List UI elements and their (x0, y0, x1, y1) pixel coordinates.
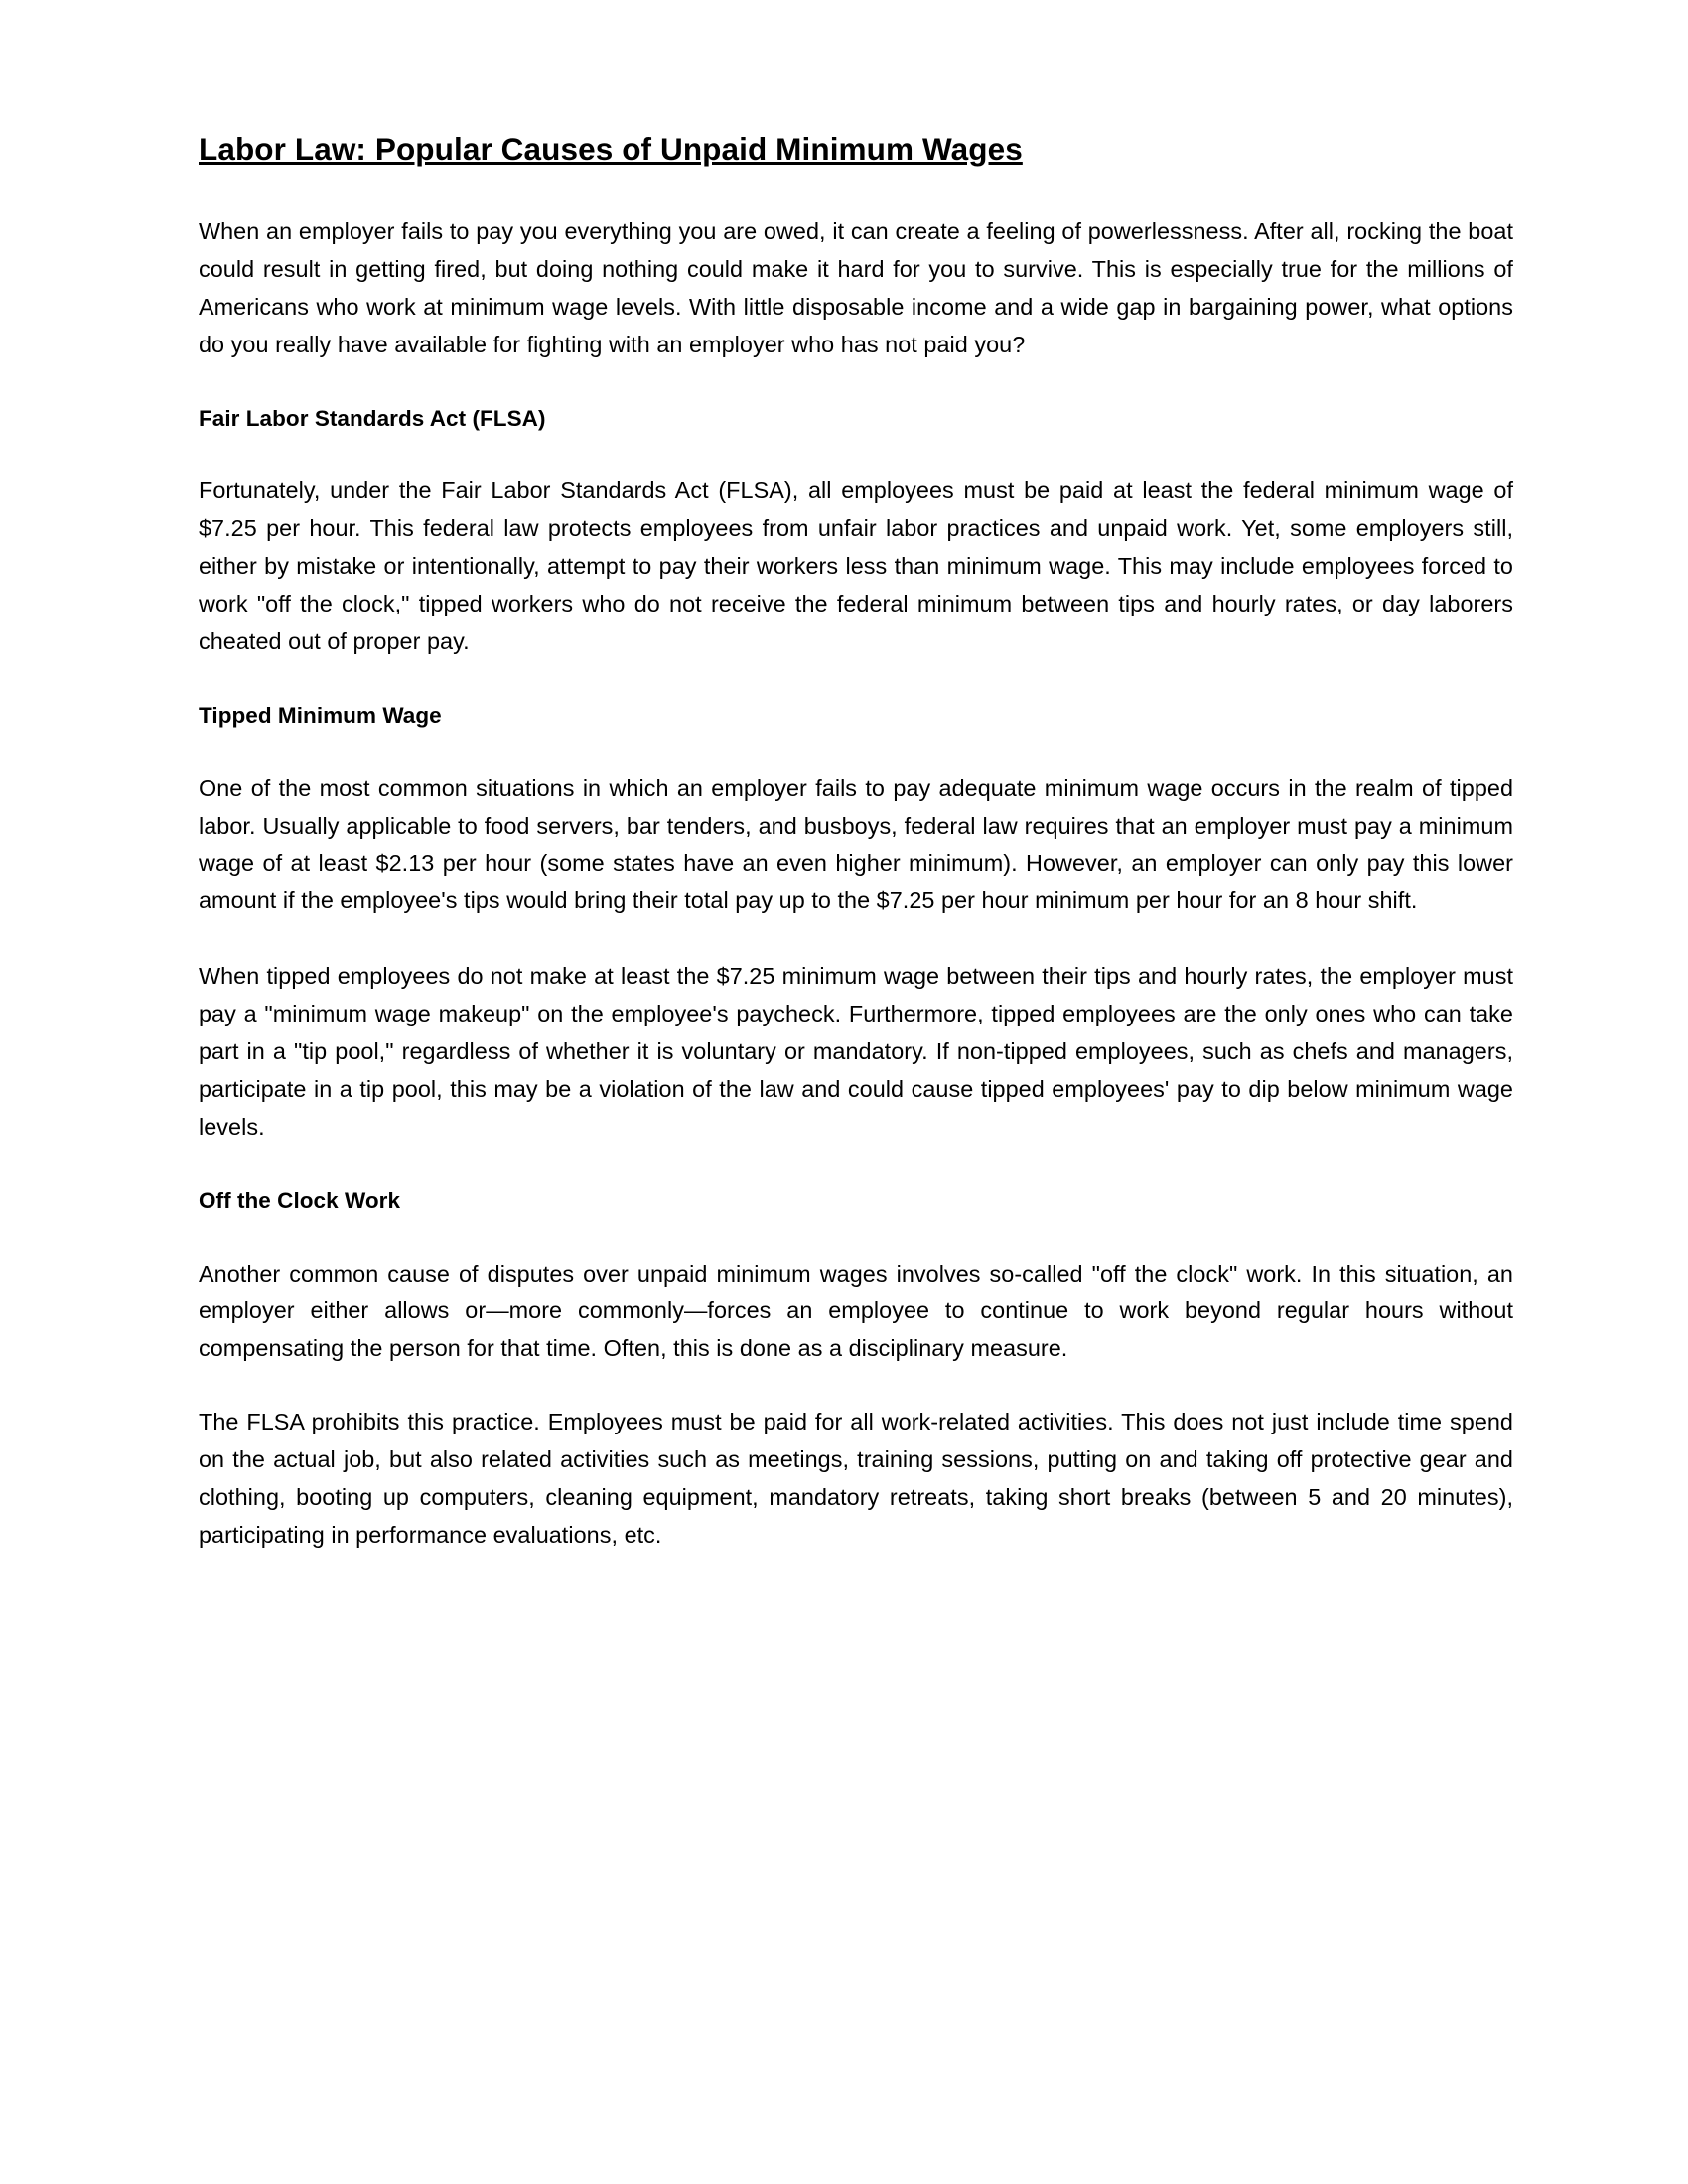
section-heading-off-the-clock-work: Off the Clock Work (199, 1187, 401, 1213)
section-heading-tipped-minimum-wage: Tipped Minimum Wage (199, 702, 442, 728)
paragraph-tipped-labor: One of the most common situations in which an employer fails to pay adequate minimum wage occurs in the realm of tipped labor. Usually applicable to food servers, bar tenders, and busboys, federal law requires that an employer must pay a minimum wage of at least $2.13 per hour (some states have an even higher minimum). However, an employer can only pay this lower amount if the employee's tips would bring their total pay up to the $7.25 per hour minimum per hour for an 8 hour shift. (199, 774, 1513, 914)
section-heading-flsa: Fair Labor Standards Act (FLSA) (199, 405, 546, 431)
paragraph-flsa-prohibits: The FLSA prohibits this practice. Employees must be paid for all work-related activities. This does not just include time spend on the actual job, but also related activities such as meetings, training sessions, putting on and taking off protective gear and clothing, booting up computers, cleaning equipment, mandatory retreats, taking short breaks (between 5 and 20 minutes), participating in performance evaluations, etc. (199, 1409, 1513, 1548)
page-title: Labor Law: Popular Causes of Unpaid Minimum Wages (199, 131, 1023, 167)
paragraph-flsa: Fortunately, under the Fair Labor Standards Act (FLSA), all employees must be paid at least the federal minimum wage of $7.25 per hour. This federal law protects employees from unfair labor practices and unpaid work. Yet, some employers still, either by mistake or intentionally, attempt to pay their workers less than minimum wage. This may include employees forced to work "off the clock," tipped workers who do not receive the federal minimum between tips and hourly rates, or day laborers cheated out of proper pay. (199, 478, 1513, 654)
paragraph-intro: When an employer fails to pay you everything you are owed, it can create a feeling of powerlessness. After all, rocking the boat could result in getting fired, but doing nothing could make it hard for you to survive. This is especially true for the millions of Americans who work at minimum wage levels. With little disposable income and a wide gap in bargaining power, what options do you really have available for fighting with an employer who has not paid you? (199, 217, 1513, 357)
paragraph-off-the-clock: Another common cause of disputes over unpaid minimum wages involves so-called "off the clock" work. In this situation, an employer either allows or—more commonly—forces an employee to continue to work beyond regular hours without compensating the person for that time. Often, this is done as a disciplinary measure. (199, 1260, 1513, 1362)
paragraph-tip-pool: When tipped employees do not make at least the $7.25 minimum wage between their tips and hourly rates, the employer must pay a "minimum wage makeup" on the employee's paycheck. Furthermore, tipped employees are the only ones who can take part in a "tip pool," regardless of whether it is voluntary or mandatory. If non-tipped employees, such as chefs and managers, participate in a tip pool, this may be a violation of the law and could cause tipped employees' pay to dip below minimum wage levels. (199, 963, 1513, 1140)
